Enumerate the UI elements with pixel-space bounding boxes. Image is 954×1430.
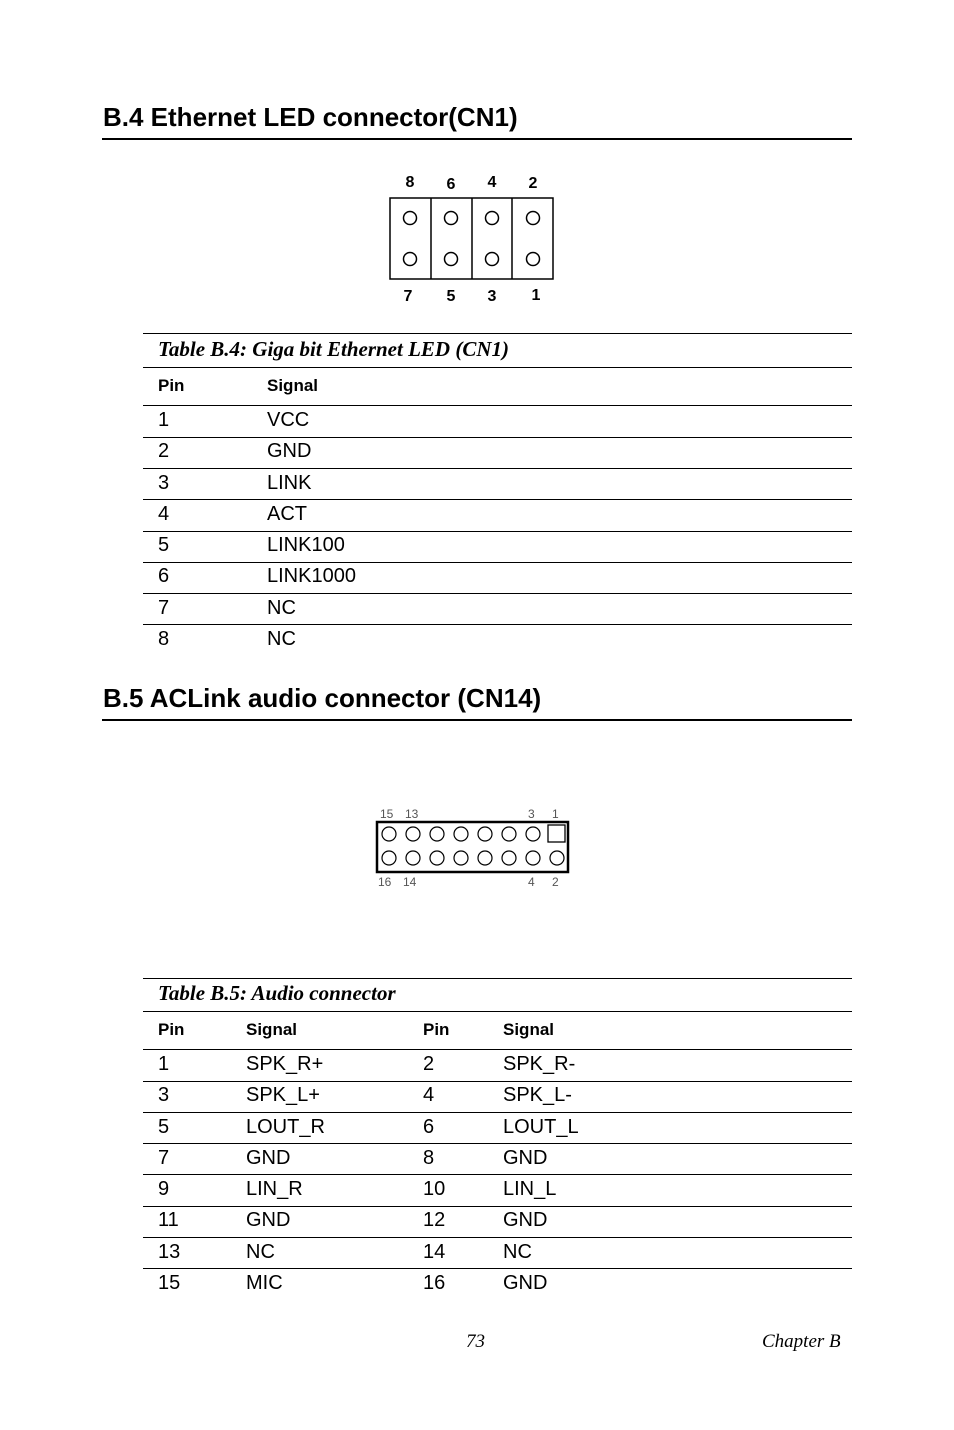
cn14-pin-label: 4 — [528, 875, 535, 889]
table-cell-signal: GND — [267, 440, 312, 462]
cn1-pin-hole — [445, 253, 458, 266]
table-cell-signal: NC — [267, 628, 296, 650]
cn14-pin-label: 1 — [552, 807, 559, 821]
table-cell-pin: 15 — [158, 1272, 181, 1294]
cn14-pin-hole — [382, 851, 396, 865]
table-cell-signal: NC — [267, 597, 296, 619]
page-number: 73 — [466, 1331, 485, 1352]
section-b4-title: B.4 Ethernet LED connector(CN1) — [103, 102, 518, 132]
cn14-pin-hole — [502, 851, 516, 865]
table-cell-signal: GND — [503, 1272, 548, 1294]
table-cell-signal: GND — [246, 1147, 291, 1169]
table-rule — [143, 624, 852, 625]
cn14-pin-label: 2 — [552, 875, 559, 889]
table-rule — [143, 333, 852, 334]
table-header-signal: Signal — [503, 1020, 555, 1039]
cn14-pin-hole — [382, 827, 396, 841]
table-cell-pin: 8 — [423, 1147, 435, 1169]
table-cell-pin: 5 — [158, 534, 170, 556]
table-cell-pin: 4 — [158, 503, 170, 525]
table-header-signal: Signal — [246, 1020, 298, 1039]
table-cell-signal: LIN_L — [503, 1178, 557, 1200]
cn14-pin-hole — [430, 851, 444, 865]
table-rule — [143, 499, 852, 500]
table-cell-pin: 4 — [423, 1084, 435, 1106]
table-header-pin: Pin — [158, 376, 185, 395]
cn14-pin-hole — [478, 827, 492, 841]
table-cell-signal: SPK_L- — [503, 1084, 572, 1106]
table-cell-signal: SPK_L+ — [246, 1084, 320, 1106]
table-cell-signal: LINK100 — [267, 534, 345, 556]
cn14-pin-hole — [406, 851, 420, 865]
section-b5-rule — [102, 719, 852, 721]
cn1-pin-label: 7 — [403, 288, 413, 305]
cn1-pin-hole — [527, 212, 540, 225]
cn1-pin-hole — [486, 253, 499, 266]
table-cell-pin: 9 — [158, 1178, 170, 1200]
cn1-pin-hole — [404, 212, 417, 225]
table-rule — [143, 468, 852, 469]
table-cell-pin: 12 — [423, 1209, 446, 1231]
table-rule — [143, 531, 852, 532]
section-b4-rule — [102, 138, 852, 140]
cn1-pin-label: 6 — [446, 176, 456, 193]
cn14-pin-hole — [526, 827, 540, 841]
table-cell-signal: LINK — [267, 472, 312, 494]
table-cell-pin: 3 — [158, 1084, 170, 1106]
table-cell-signal: SPK_R+ — [246, 1053, 324, 1075]
table-cell-signal: LOUT_L — [503, 1116, 579, 1138]
table-rule — [143, 1268, 852, 1269]
table-cell-pin: 1 — [158, 1053, 170, 1075]
cn14-pin-hole — [550, 851, 564, 865]
cn1-pin-diagram — [380, 168, 570, 310]
table-rule — [143, 1143, 852, 1144]
table-cell-pin: 6 — [423, 1116, 435, 1138]
cn14-pin-hole — [454, 827, 468, 841]
table-cell-pin: 1 — [158, 409, 170, 431]
table-cell-signal: NC — [503, 1241, 532, 1263]
cn14-pin-hole — [526, 851, 540, 865]
cn14-pin-diagram — [370, 805, 580, 895]
cn1-pin-hole — [527, 253, 540, 266]
table-rule — [143, 1081, 852, 1082]
cn1-pin-label: 2 — [528, 175, 538, 192]
table-cell-pin: 7 — [158, 1147, 170, 1169]
table-cell-signal: LOUT_R — [246, 1116, 325, 1138]
table-cell-signal: LIN_R — [246, 1178, 303, 1200]
table-cell-signal: MIC — [246, 1272, 283, 1294]
table-cell-pin: 6 — [158, 565, 170, 587]
table-header-pin: Pin — [158, 1020, 185, 1039]
table-cell-signal: VCC — [267, 409, 310, 431]
table-rule — [143, 1206, 852, 1207]
table-header-pin: Pin — [423, 1020, 450, 1039]
table-rule — [143, 1174, 852, 1175]
cn1-pin-hole — [486, 212, 499, 225]
cn14-pin-hole — [478, 851, 492, 865]
table-header-signal: Signal — [267, 376, 319, 395]
cn1-pin-label: 1 — [531, 287, 541, 304]
cn1-pin-label: 4 — [487, 174, 497, 191]
table-cell-pin: 14 — [423, 1241, 446, 1263]
chapter-label: Chapter B — [762, 1331, 841, 1352]
cn1-pin-label: 5 — [446, 288, 456, 305]
table-cell-pin: 16 — [423, 1272, 446, 1294]
table-rule — [143, 593, 852, 594]
table-cell-pin: 2 — [158, 440, 170, 462]
table-rule — [143, 562, 852, 563]
cn14-pin-label: 14 — [403, 875, 417, 889]
cn14-pin-label: 13 — [405, 807, 419, 821]
table-b5-caption: Table B.5: Audio connector — [158, 981, 396, 1005]
table-cell-pin: 11 — [158, 1209, 179, 1231]
table-b4-caption: Table B.4: Giga bit Ethernet LED (CN1) — [158, 337, 509, 361]
table-cell-pin: 5 — [158, 1116, 170, 1138]
cn14-pin-hole — [406, 827, 420, 841]
table-rule — [143, 1011, 852, 1012]
table-cell-pin: 10 — [423, 1178, 446, 1200]
cn14-outline — [377, 822, 568, 872]
table-cell-signal: LINK1000 — [267, 565, 356, 587]
table-rule — [143, 1049, 852, 1050]
table-cell-signal: GND — [246, 1209, 291, 1231]
table-cell-signal: GND — [503, 1147, 548, 1169]
cn14-pin-hole — [454, 851, 468, 865]
table-rule — [143, 405, 852, 406]
table-cell-pin: 2 — [423, 1053, 435, 1075]
table-cell-pin: 3 — [158, 472, 170, 494]
cn1-pin-label: 8 — [405, 174, 415, 191]
table-cell-signal: GND — [503, 1209, 548, 1231]
cn14-pin-label: 15 — [380, 807, 394, 821]
table-cell-signal: ACT — [267, 503, 307, 525]
table-rule — [143, 1237, 852, 1238]
table-cell-signal: NC — [246, 1241, 275, 1263]
cn14-pin1-square — [548, 825, 565, 842]
cn1-pin-hole — [404, 253, 417, 266]
table-cell-signal: SPK_R- — [503, 1053, 576, 1075]
cn1-pin-hole — [445, 212, 458, 225]
table-rule — [143, 1112, 852, 1113]
section-b5-title: B.5 ACLink audio connector (CN14) — [103, 683, 542, 713]
table-rule — [143, 367, 852, 368]
cn1-pin-label: 3 — [487, 288, 497, 305]
cn14-pin-label: 3 — [528, 807, 535, 821]
cn14-pin-label: 16 — [378, 875, 392, 889]
table-cell-pin: 8 — [158, 628, 170, 650]
table-cell-pin: 13 — [158, 1241, 181, 1263]
cn14-pin-holes — [382, 827, 564, 865]
table-cell-pin: 7 — [158, 597, 170, 619]
cn14-pin-hole — [502, 827, 516, 841]
table-rule — [143, 978, 852, 979]
cn14-pin-hole — [430, 827, 444, 841]
table-rule — [143, 437, 852, 438]
